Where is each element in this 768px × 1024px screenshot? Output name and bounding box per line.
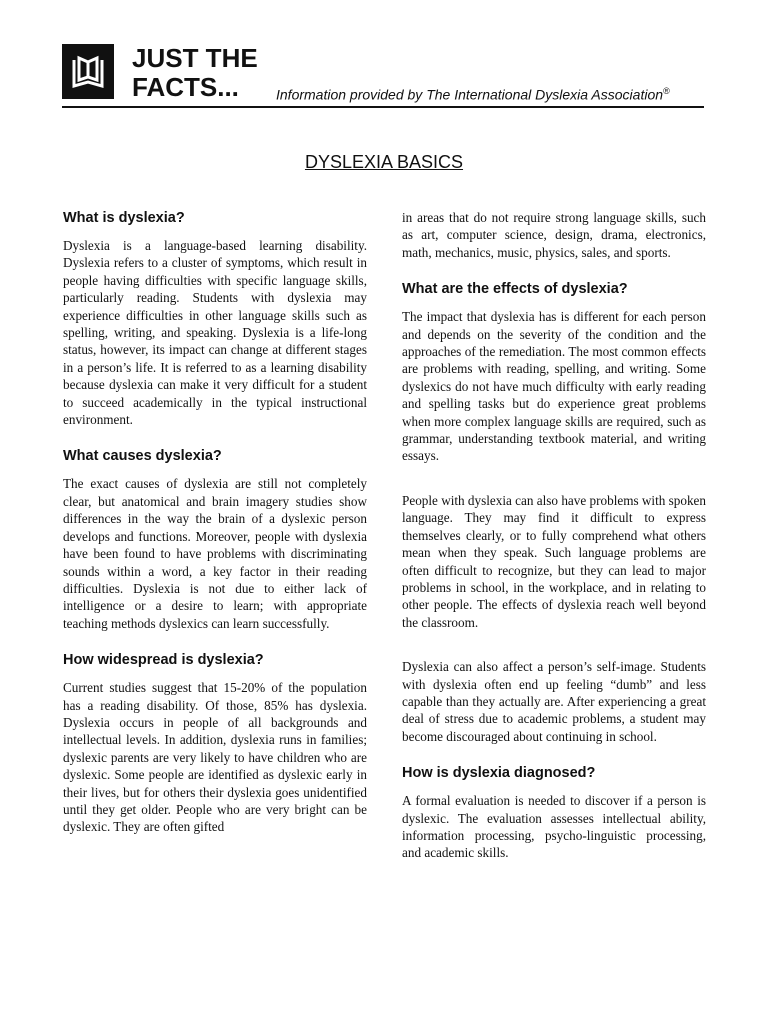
paragraph-causes: The exact causes of dyslexia are still not completely clear, but anatomical and brain imagery studies show differences in the way the brain of a dyslexic person develops and functions. Moreover, people with dyslexia have been found to have problems with discriminating sounds within a word, a key factor in their reading difficulties. Dyslexia is not due to either lack of intelligence or a desire to learn; with appropriate teaching methods dyslexics can learn successfully.	[63, 476, 367, 631]
left-column	[63, 209, 367, 855]
registered-mark: ®	[663, 86, 670, 96]
section-heading-diagnosed: How is dyslexia diagnosed?	[402, 765, 596, 782]
paragraph-effects-3: Dyslexia can also affect a person’s self-image. Students with dyslexia often end up feeling “dumb” and less capable than they actually are. After experiencing a great deal of stress due to academic problems, a student may become discouraged about continuing in school.	[402, 659, 706, 744]
brand-title	[132, 44, 258, 102]
brand-line-2: FACTS...	[132, 72, 239, 102]
paragraph-diagnosed: A formal evaluation is needed to discover if a person is dyslexic. The evaluation assesses intellectual ability, information processing, psycho-linguistic processing, and academic skills.	[402, 793, 706, 861]
page-title: DYSLEXIA BASICS	[304, 152, 464, 172]
paragraph-widespread-continued: in areas that do not require strong language skills, such as art, computer science, design, drama, electronics, math, mechanics, music, physics, sales, and sports.	[402, 210, 706, 260]
tagline	[276, 86, 670, 103]
section-heading-widespread: How widespread is dyslexia?	[63, 652, 264, 669]
paragraph-widespread: Current studies suggest that 15-20% of the population has a reading disability. Of those, 85% has dyslexia. Dyslexia occurs in people of all backgrounds and intellectual levels. In addition, dyslexia runs in families; dyslexic parents are very likely to have children who are dyslexic. Some people are identified as dyslexic early in their lives, but for others their dyslexia goes unidentified until they get older. People who are very bright can be dyslexic. They are often gifted	[63, 680, 367, 835]
brand-line-1: JUST THE	[132, 43, 258, 73]
section-heading-what-is: What is dyslexia?	[63, 210, 185, 226]
section-heading-causes: What causes dyslexia?	[63, 448, 222, 465]
ida-logo	[62, 44, 114, 99]
paragraph-effects-1: The impact that dyslexia has is different for each person and depends on the severity of the condition and the approaches of the remediation. The most common effects are problems with reading, spelling, and writing. Some dyslexics do not have much difficulty with early reading and spelling tasks but do experience great problems when more complex language skills are required, such as grammar, understanding textbook material, and writing essays.	[402, 309, 706, 464]
section-heading-effects: What are the effects of dyslexia?	[402, 281, 628, 298]
tagline-text: Information provided by The International Dyslexia Association	[276, 86, 664, 103]
header-divider	[62, 106, 704, 108]
right-column	[402, 209, 706, 881]
book-icon	[68, 52, 108, 92]
paragraph-effects-2: People with dyslexia can also have problems with spoken language. They may find it difficult to express themselves clearly, or to fully comprehend what others mean when they speak. Such language problems are often difficult to recognize, but they can lead to major problems in school, in the workplace, and in relating to other people. The effects of dyslexia reach well beyond the classroom.	[402, 492, 706, 630]
paragraph-what-is: Dyslexia is a language-based learning disability. Dyslexia refers to a cluster of symptoms, which result in people having difficulties with specific language skills, particularly reading. Students with dyslexia may experience difficulties in other language skills such as spelling, writing, and speaking. Dyslexia is a life-long status, however, its impact can change at different stages in a person’s life. It is referred to as a learning disability because dyslexia can make it very difficult for a student to succeed academically in the typical instructional environment.	[63, 238, 367, 428]
